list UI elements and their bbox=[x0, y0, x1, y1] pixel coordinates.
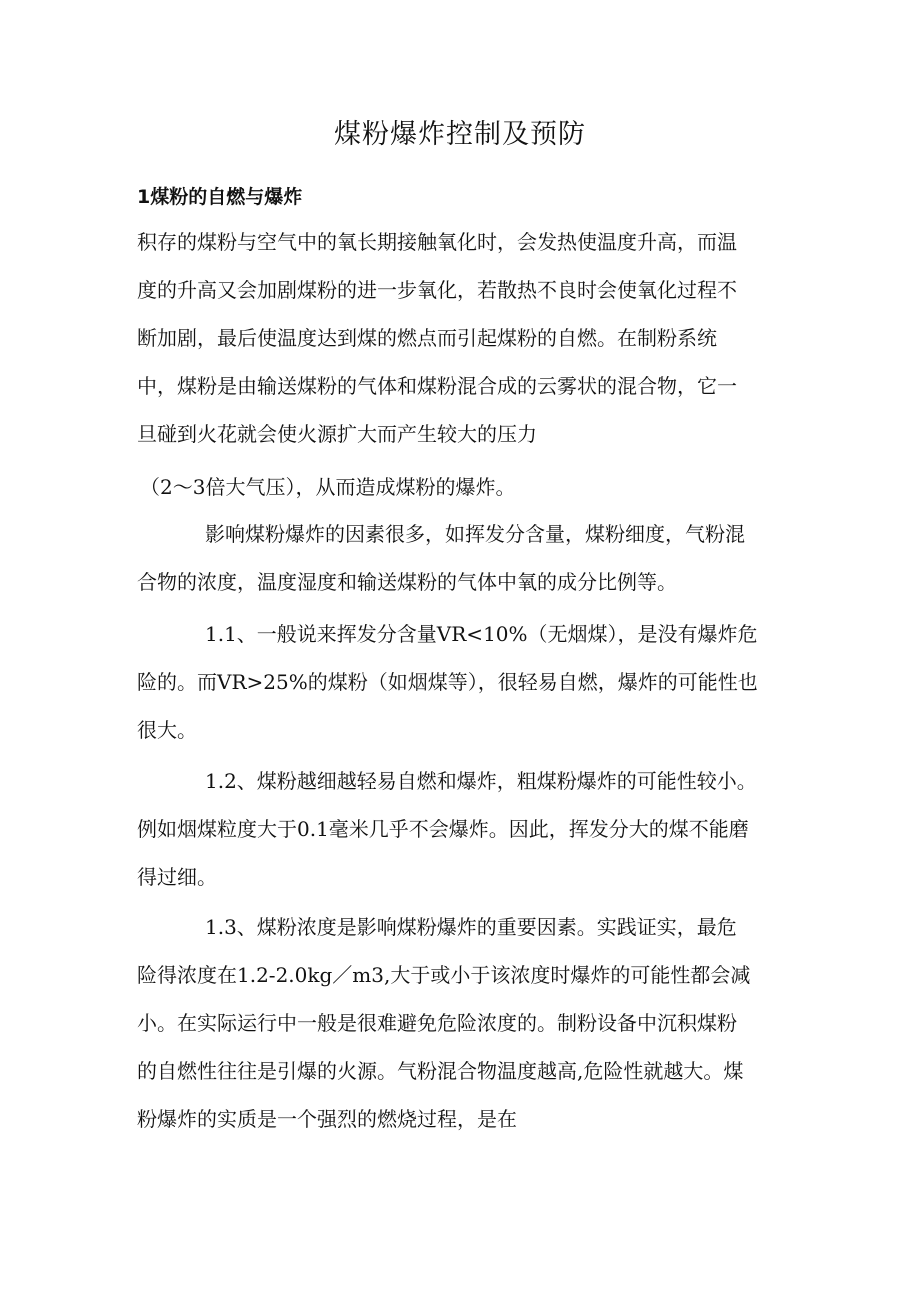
paragraph-line: 1.1、一般说来挥发分含量VR<10%（无烟煤），是没有爆炸危 bbox=[205, 622, 758, 646]
paragraph-line: 粉爆炸的实质是一个强烈的燃烧过程，是在 bbox=[137, 1107, 517, 1131]
paragraph-line: 断加剧，最后使温度达到煤的燃点而引起煤粉的自燃。在制粉系统 bbox=[137, 326, 717, 350]
paragraph-line: 中，煤粉是由输送煤粉的气体和煤粉混合成的云雾状的混合物，它一 bbox=[137, 374, 737, 398]
paragraph-line: 旦碰到火花就会使火源扩大而产生较大的压力 bbox=[137, 422, 537, 446]
paragraph-line: 很大。 bbox=[137, 718, 197, 742]
paragraph-line: （2～3倍大气压），从而造成煤粉的爆炸。 bbox=[140, 475, 516, 499]
paragraph-line: 小。在实际运行中一般是很难避免危险浓度的。制粉设备中沉积煤粉 bbox=[137, 1011, 737, 1035]
paragraph-line: 度的升高又会加剧煤粉的进一步氧化，若散热不良时会使氧化过程不 bbox=[137, 278, 737, 302]
paragraph-line: 1.2、煤粉越细越轻易自燃和爆炸，粗煤粉爆炸的可能性较小。 bbox=[205, 769, 757, 793]
paragraph-line: 例如烟煤粒度大于0.1毫米几乎不会爆炸。因此，挥发分大的煤不能磨 bbox=[137, 817, 749, 841]
paragraph-line: 合物的浓度，温度湿度和输送煤粉的气体中氧的成分比例等。 bbox=[137, 570, 677, 594]
section-heading: 1煤粉的自燃与爆炸 bbox=[137, 186, 303, 208]
paragraph-line: 的自燃性往往是引爆的火源。气粉混合物温度越高,危险性就越大。煤 bbox=[137, 1059, 744, 1083]
document-title: 煤粉爆炸控制及预防 bbox=[334, 119, 586, 150]
paragraph-line: 1.3、煤粉浓度是影响煤粉爆炸的重要因素。实践证实，最危 bbox=[205, 915, 737, 939]
paragraph-line: 积存的煤粉与空气中的氧长期接触氧化时，会发热使温度升高，而温 bbox=[137, 230, 737, 254]
paragraph-line: 得过细。 bbox=[137, 865, 217, 889]
paragraph-line: 险的。而VR>25%的煤粉（如烟煤等），很轻易自燃，爆炸的可能性也 bbox=[137, 670, 758, 694]
paragraph-line: 影响煤粉爆炸的因素很多，如挥发分含量，煤粉细度，气粉混 bbox=[205, 522, 745, 546]
paragraph-line: 险得浓度在1.2-2.0kg／m3,大于或小于该浓度时爆炸的可能性都会减 bbox=[137, 963, 751, 987]
